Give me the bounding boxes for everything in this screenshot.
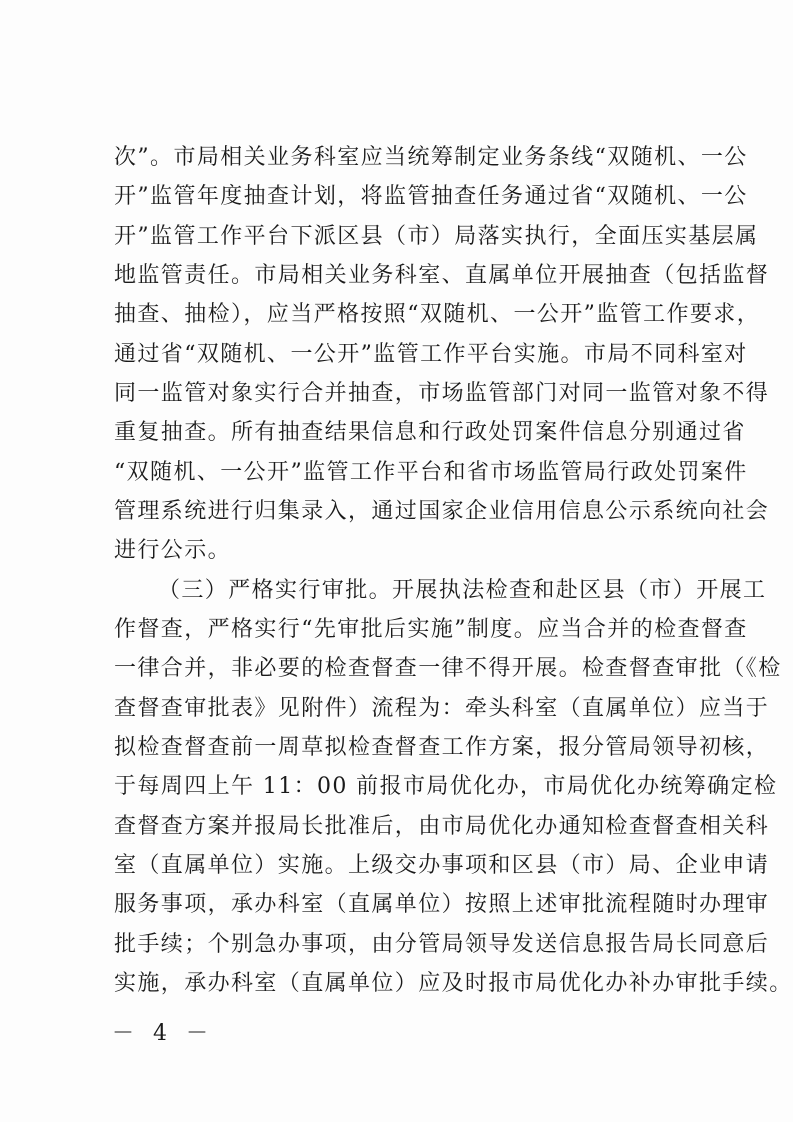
body-text-line: 抽查、抽检），应当严格按照“双随机、一公开”监管工作要求，	[114, 302, 761, 328]
body-text-line: 查督查审批表》见附件）流程为：牵头科室（直属单位）应当于	[114, 695, 770, 721]
body-text-line: 作督查，严格实行“先审批后实施”制度。应当合并的检查督查	[114, 617, 748, 642]
body-text-line: 查督查方案并报局长批准后，由市局优化办通知检查督查相关科	[114, 813, 770, 839]
body-text-line: “双随机、一公开”监管工作平台和省市场监管局行政处罚案件	[114, 459, 748, 485]
body-text-line: 于每周四上午 11：00 前报市局优化办，市局优化办统筹确定检	[114, 774, 778, 800]
body-text-line: 管理系统进行归集录入，通过国家企业信用信息公示系统向社会	[114, 499, 770, 524]
page-number: － 4 －	[112, 1021, 214, 1046]
body-text-line: 室（直属单位）实施。上级交办事项和区县（市）局、企业申请	[114, 853, 770, 878]
body-text-line: 服务事项，承办科室（直属单位）按照上述审批流程随时办理审	[114, 892, 770, 918]
body-text-line: 一律合并，非必要的检查督查一律不得开展。检查督查审批（《检	[114, 656, 782, 682]
body-text-line: 开”监管工作平台下派区县（市）局落实执行，全面压实基层属	[114, 223, 759, 249]
body-text-line: 进行公示。	[114, 538, 232, 564]
body-text-line: 同一监管对象实行合并抽查，市场监管部门对同一监管对象不得	[114, 381, 770, 406]
body-text-line: 通过省“双随机、一公开”监管工作平台实施。市局不同科室对	[114, 341, 748, 367]
body-text-line: 拟检查督查前一周草拟检查督查工作方案，报分管局领导初核，	[114, 735, 770, 760]
body-text-line: 批手续；个别急办事项，由分管局领导发送信息报告局长同意后	[114, 931, 770, 957]
section-heading-line: （三）严格实行审批。开展执法检查和赴区县（市）开展工	[158, 577, 767, 603]
body-text-line: 次”。市局相关业务科室应当统筹制定业务条线“双随机、一公	[114, 145, 748, 170]
body-text-line: 开”监管年度抽查计划，将监管抽查任务通过省“双随机、一公	[114, 184, 748, 210]
body-text-line: 实施，承办科室（直属单位）应及时报市局优化办补办审批手续。	[114, 971, 793, 996]
body-text-line: 地监管责任。市局相关业务科室、直属单位开展抽查（包括监督	[114, 263, 770, 288]
body-text-line: 重复抽查。所有抽查结果信息和行政处罚案件信息分别通过省	[114, 420, 746, 446]
